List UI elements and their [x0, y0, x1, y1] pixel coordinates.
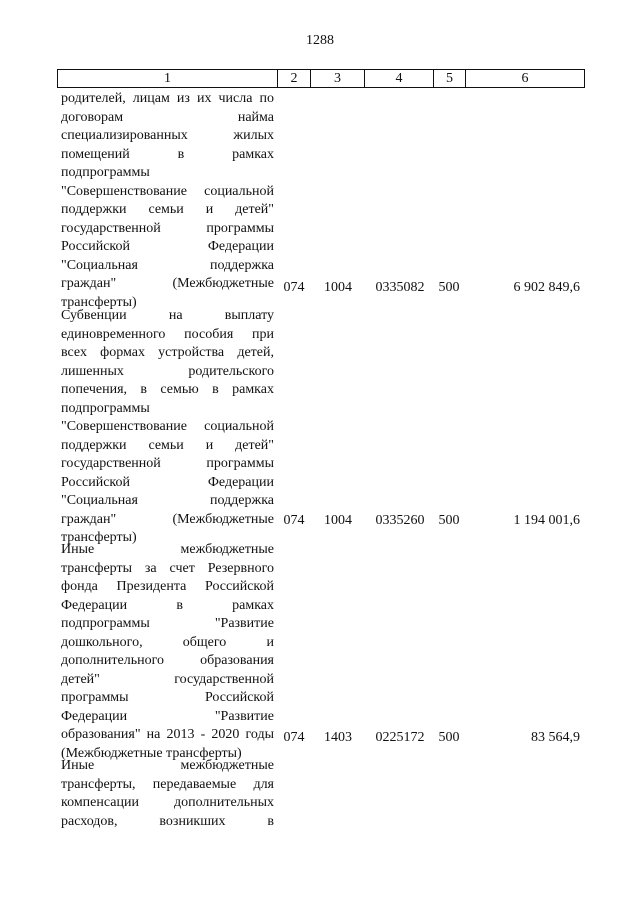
row-4-line: компенсации дополнительных — [61, 795, 274, 810]
row-2-rz: 1004 — [324, 513, 352, 528]
row-1-line: граждан" (Межбюджетные — [61, 276, 274, 291]
row-1-vr: 500 — [438, 280, 460, 295]
row-2-line: Субвенции на выплату — [61, 308, 274, 323]
row-4-line: расходов, возникших в — [61, 813, 274, 829]
row-3-line: дополнительного образования — [61, 653, 274, 668]
row-2-line: Российской Федерации — [61, 474, 274, 490]
row-3-line: образования" на 2013 - 2020 годы — [61, 727, 274, 742]
row-1-description — [61, 90, 274, 312]
row-2-line: граждан" (Межбюджетные — [61, 511, 274, 527]
row-1-line: трансферты) — [61, 294, 137, 310]
row-2-line: "Социальная поддержка — [61, 493, 274, 508]
row-2-line: единовременного пособия при — [61, 326, 274, 342]
table-header — [57, 69, 585, 88]
header-col-4: 4 — [364, 70, 433, 87]
row-2-line: "Совершенствование социальной — [61, 419, 274, 434]
row-1-line: подпрограммы — [61, 165, 150, 180]
row-3-line: детей" государственной — [61, 671, 274, 687]
row-1-sum: 6 902 849,6 — [513, 280, 580, 295]
row-4-line: трансферты, передаваемые для — [61, 776, 274, 792]
row-3-description — [61, 541, 274, 763]
row-3-gr: 074 — [283, 730, 305, 745]
header-col-5: 5 — [433, 70, 465, 87]
row-1-gr: 074 — [283, 280, 305, 295]
row-2-line: подпрограммы — [61, 400, 150, 416]
row-2-vr: 500 — [438, 513, 460, 528]
header-col-6: 6 — [465, 70, 584, 87]
row-1-line: поддержки семьи и детей" — [61, 202, 274, 217]
row-1-line: Российской Федерации — [61, 239, 274, 254]
row-2-line: поддержки семьи и детей" — [61, 437, 274, 453]
row-2-line: государственной программы — [61, 456, 274, 471]
row-3-line: подпрограммы "Развитие — [61, 616, 274, 631]
row-3-cs: 0225172 — [375, 730, 425, 745]
row-4-description — [61, 757, 274, 831]
row-3-rz: 1403 — [324, 730, 352, 745]
row-3-line: программы Российской — [61, 690, 274, 705]
row-1-line: "Социальная поддержка — [61, 257, 274, 273]
row-1-rz: 1004 — [324, 280, 352, 295]
row-3-line: (Межбюджетные трансферты) — [61, 745, 242, 761]
row-2-line: попечения, в семью в рамках — [61, 382, 274, 397]
row-1-cs: 0335082 — [375, 280, 425, 295]
row-1-line: "Совершенствование социальной — [61, 183, 274, 199]
row-3-sum: 83 564,9 — [531, 730, 580, 745]
row-2-description — [61, 307, 274, 548]
row-2-line: трансферты) — [61, 530, 137, 545]
row-2-sum: 1 194 001,6 — [513, 513, 580, 528]
row-2-cs: 0335260 — [375, 513, 425, 528]
row-3-line: дошкольного, общего и — [61, 634, 274, 650]
row-1-line: родителей, лицам из их числа по — [61, 91, 274, 106]
page-number: 1288 — [306, 33, 334, 48]
row-3-line: Иные межбюджетные — [61, 542, 274, 557]
row-1-line: государственной программы — [61, 220, 274, 236]
row-2-gr: 074 — [283, 513, 305, 528]
header-col-3: 3 — [310, 70, 364, 87]
header-col-2: 2 — [277, 70, 310, 87]
row-2-line: всех формах устройства детей, — [61, 345, 274, 360]
row-1-line: специализированных жилых — [61, 128, 274, 143]
row-4-line: Иные межбюджетные — [61, 758, 274, 773]
header-col-1: 1 — [164, 71, 171, 86]
row-3-line: фонда Президента Российской — [61, 579, 274, 594]
row-3-line: Федерации в рамках — [61, 597, 274, 613]
row-2-line: лишенных родительского — [61, 363, 274, 379]
row-3-line: Федерации "Развитие — [61, 708, 274, 724]
row-1-line: договорам найма — [61, 109, 274, 125]
row-3-line: трансферты за счет Резервного — [61, 560, 274, 576]
row-3-vr: 500 — [438, 730, 460, 745]
row-1-line: помещений в рамках — [61, 146, 274, 162]
